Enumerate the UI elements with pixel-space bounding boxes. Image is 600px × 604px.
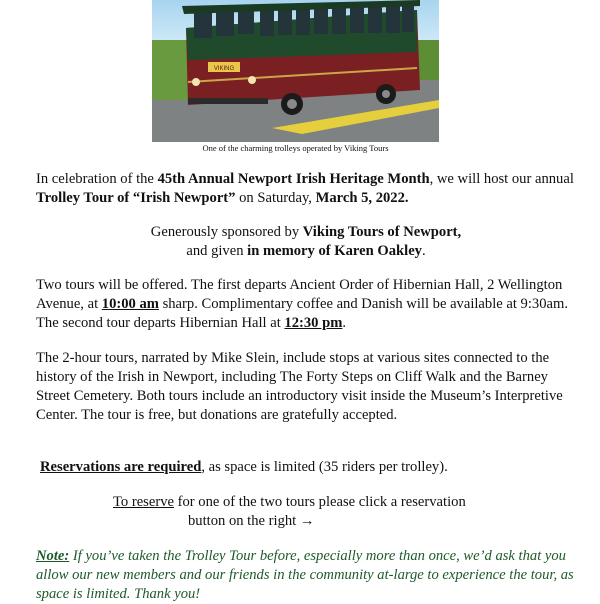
reservations-paragraph [40,458,580,477]
reserve-text-2: button on the right → [188,513,315,529]
tours-paragraph [36,276,576,333]
note-paragraph [36,547,576,604]
note-label: Note: [36,548,70,564]
reserve-paragraph [113,493,533,531]
tours-text-1: Two tours will be offered. The first departs Ancient Order of Hibernian Hall, 2 Wellington Avenue, at [36,277,563,312]
first-tour-time: 10:00 am [101,296,159,312]
reserve-text-1: for one of the two tours please click a reservation [173,494,466,510]
tour-name: Trolley Tour of “Irish Newport” [36,190,236,206]
details-paragraph: The 2-hour tours, narrated by Mike Slein, include stops at various sites connected to the history of the Irish in Newport, including The Forty Steps on Cliff Walk and the Barney Street Cemetery. Both tours include an introductory visit inside the Museum’s Interpretive Center. The tour is free, but donations are gratefully accepted. [36,350,563,423]
sponsor-paragraph [36,223,576,261]
trolley-photo [152,0,439,142]
intro-paragraph [36,170,576,208]
intro-text-2: , we will host our annual [429,171,574,187]
photo-caption: One of the charming trolleys operated by Viking Tours [202,143,389,153]
reservations-text: , as space is limited (35 riders per trolley). [201,459,448,475]
sponsor-name: Viking Tours of Newport, [302,224,462,240]
sponsor-text-3: . [421,243,426,259]
tours-text-3: . [342,315,347,331]
sponsor-text-2: and given [186,243,248,259]
second-tour-time: 12:30 pm [284,315,343,331]
intro-text-3: on Saturday, [235,190,316,206]
tour-date: March 5, 2022. [315,190,409,206]
tours-text-2: sharp. Complimentary coffee and Danish will be available at 9:30am. The second tour departs Hibernian Hall at [36,296,568,331]
to-reserve-link[interactable]: To reserve [113,494,174,510]
trolley-illustration [152,0,439,142]
trolley-sign-text: VIKING [213,66,235,72]
intro-text-1: In celebration of the [36,171,158,187]
sponsor-text-1: Generously sponsored by [150,224,303,240]
reservations-required-label: Reservations are required [40,459,202,475]
heritage-month-name: 45th Annual Newport Irish Heritage Month [157,171,430,187]
memorial-name: in memory of Karen Oakley [247,243,422,259]
note-text: If you’ve taken the Trolley Tour before, especially more than once, we’d ask that you allow our new members and our friends in the community at-large to experience the tour, as space is limited. Thank you! [36,548,574,602]
